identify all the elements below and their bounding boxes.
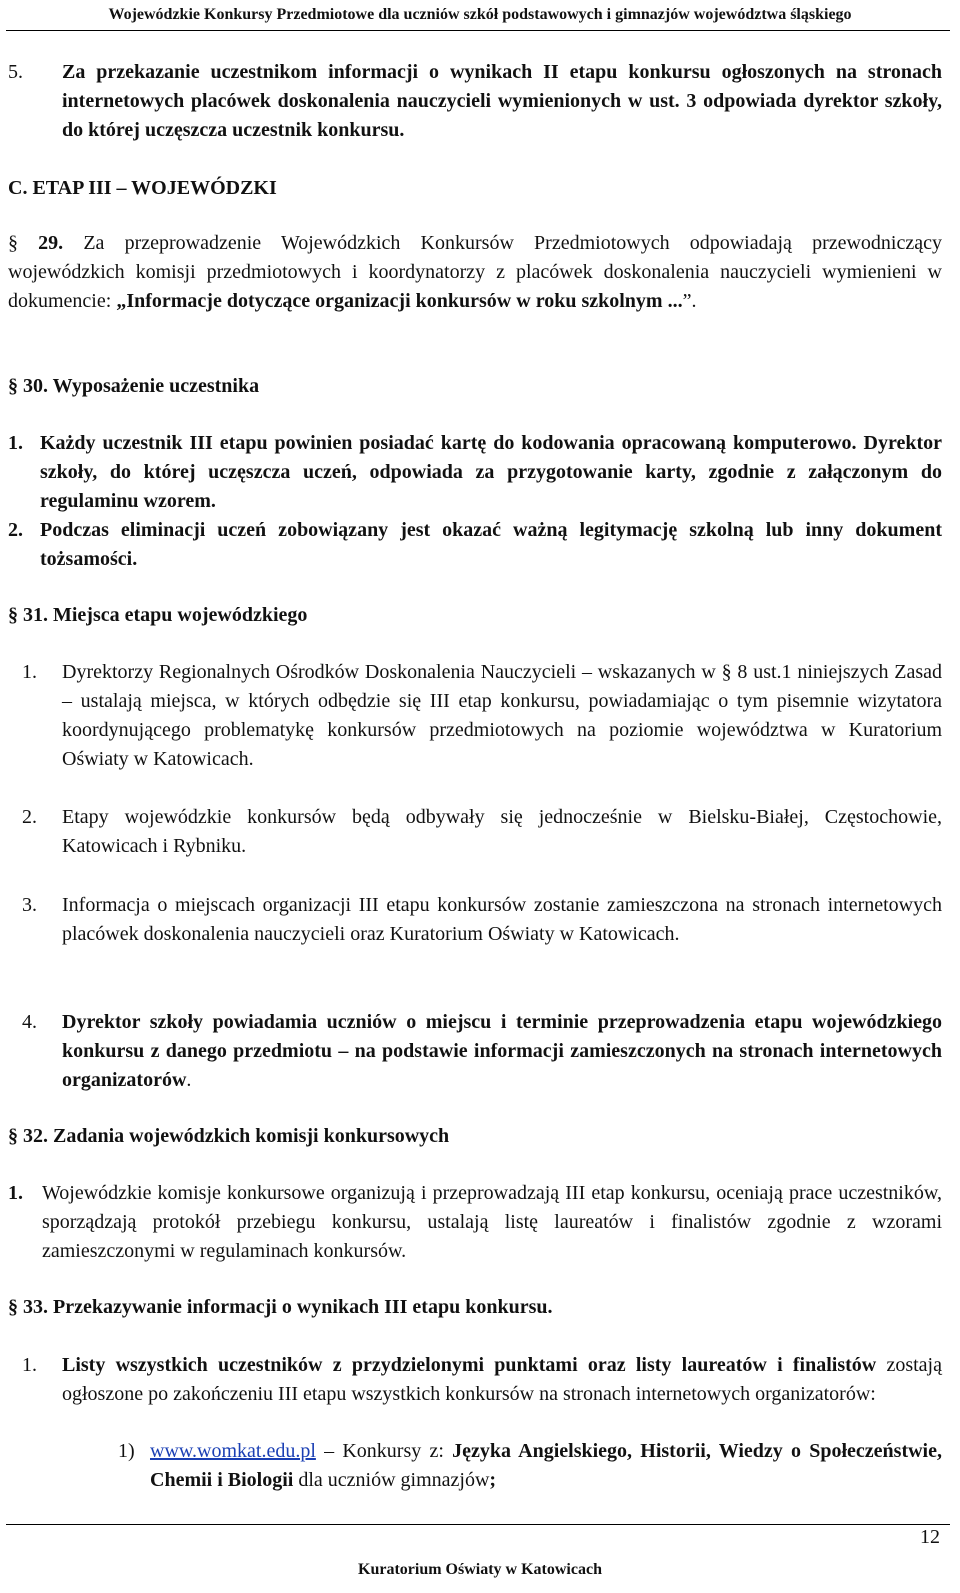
page-footer: Kuratorium Oświaty w Katowicach [358,1561,602,1578]
item-text: Dyrektor szkoły powiadamia uczniów o miejscu i terminie przeprowadzenia etapu wojewódzkiego konkursu z danego przedmiotu – na podstawie informacji zamieszczonych na stronach internetowych organizatorów [62,1011,942,1091]
subitem-text: – Konkursy z: [315,1440,453,1462]
section-32-heading: § 32. Zadania wojewódzkich komisji konkursowych [8,1125,450,1147]
subitem-subjects: Języka Angielskiego, Historii, Wiedzy o Społeczeństwie, Chemii i Biologii [150,1440,942,1491]
section-29 [8,229,942,316]
paragraph-number: 5. [8,61,23,83]
section-33-subitem-1 [118,1437,942,1495]
subitem-end: ; [489,1469,497,1491]
item-text: Etapy wojewódzkie konkursów będą odbywały się jednocześnie w Bielsku-Białej, Częstochowie, Katowicach i Rybniku. [62,806,942,857]
item-text: Wojewódzkie komisje konkursowe organizują i przeprowadzają III etap konkursu, oceniają prace uczestników, sporządzają protokół przebiegu konkursu, ustalają listę laureatów i finalistów zgodnie z wzorami zamieszczonymi w regulaminach konkursów. [42,1182,942,1262]
section-31-item-2 [22,803,942,861]
section-31-heading: § 31. Miejsca etapu wojewódzkiego [8,604,308,626]
item-number: 1. [8,432,23,454]
item-number: 4. [22,1011,37,1033]
paragraph-5 [8,58,942,145]
item-text: Podczas eliminacji uczeń zobowiązany jest okazać ważną legitymację szkolną lub inny dokument tożsamości. [40,519,942,570]
item-bold-text: Listy wszystkich uczestników z przydzielonymi punktami oraz listy laureatów i finalistów [62,1354,877,1376]
section-29-document-title: „Informacje dotyczące organizacji konkursów w roku szkolnym ... [116,290,683,312]
footer-divider [6,1524,950,1525]
section-31-item-4 [22,1008,942,1095]
section-30-item-2 [8,516,942,574]
item-number: 2. [22,806,37,828]
section-33-item-1 [22,1351,942,1409]
section-31-item-1 [22,658,942,774]
section-31-item-3 [22,891,942,949]
womkat-link[interactable]: www.womkat.edu.pl [150,1440,316,1462]
item-number: 1. [8,1182,23,1204]
item-text: Informacja o miejscach organizacji III etapu konkursów zostanie zamieszczona na stronach internetowych placówek doskonalenia nauczycieli oraz Kuratorium Oświaty w Katowicach. [62,894,942,945]
section-sign: § [8,232,18,254]
item-number: 1. [22,1354,37,1376]
header-divider [6,30,950,31]
item-number: 1. [22,661,37,683]
paragraph-text: Za przekazanie uczestnikom informacji o wynikach II etapu konkursu ogłoszonych na stronach internetowych placówek doskonalenia nauczycieli wymienionych w ust. 3 odpowiada dyrektor szkoły, do której uczęszcza uczestnik konkursu. [62,61,942,141]
section-30-item-1 [8,429,942,516]
page-number: 12 [920,1526,940,1548]
item-text: Dyrektorzy Regionalnych Ośrodków Doskonalenia Nauczycieli – wskazanych w § 8 ust.1 niniejszych Zasad – ustalają miejsca, w których odbędzie się III etap konkursu, powiadamiając o tym pisemnie wizytatora koordynującego problematykę konkursów przedmiotowych na poziomie województwa w Kuratorium Oświaty w Katowicach. [62,661,942,770]
item-number: 3. [22,894,37,916]
item-text: zostają ogłoszone po zakończeniu III etapu wszystkich konkursów na stronach internetowych organizatorów: [62,1354,942,1405]
subitem-number: 1) [118,1440,135,1462]
section-29-text: Za przeprowadzenie Wojewódzkich Konkursów Przedmiotowych odpowiadają przewodniczący wojewódzkich komisji przedmiotowych i koordynatorzy z placówek doskonalenia nauczycieli wymienieni w dokumencie: [8,232,942,312]
item-text: Każdy uczestnik III etapu powinien posiadać kartę do kodowania opracowaną komputerowo. Dyrektor szkoły, do której uczęszcza uczeń, odpowiada za przygotowanie karty, zgodnie z załączonym do regulaminu wzorem. [40,432,942,512]
page-header: Wojewódzkie Konkursy Przedmiotowe dla uczniów szkół podstawowych i gimnazjów województwa śląskiego [108,6,852,23]
item-end: . [186,1069,192,1091]
section-33-heading: § 33. Przekazywanie informacji o wynikach III etapu konkursu. [8,1296,553,1318]
section-30-heading: § 30. Wyposażenie uczestnika [8,375,260,397]
item-number: 2. [8,519,23,541]
stage-heading: C. ETAP III – WOJEWÓDZKI [8,177,277,199]
subitem-tail: dla uczniów gimnazjów [293,1469,490,1491]
section-32-item-1 [8,1179,942,1266]
section-29-end: ”. [682,290,697,312]
section-number: 29. [38,232,64,254]
